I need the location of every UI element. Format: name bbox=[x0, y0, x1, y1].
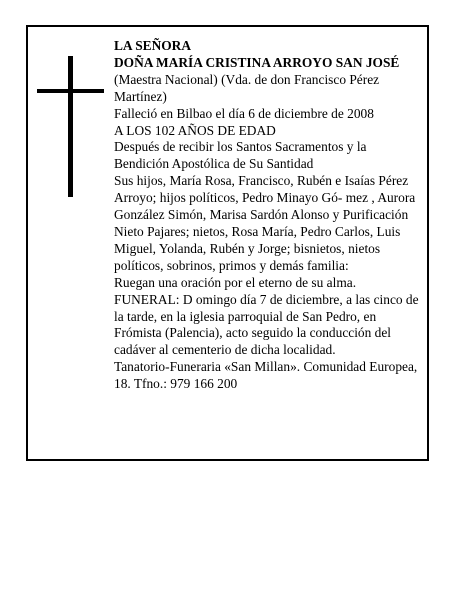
family-list: Sus hijos, María Rosa, Francisco, Rubén e Isaías Pérez Arroyo; hijos políticos, Pedro Minayo Gó- mez , Aurora González Simón, Marisa Sardón Alonso y Purificación Nieto Pajares; nietos, Rosa María, Pedro Carlos, Luis Miguel, Yolanda, Rubén y Jorge; bisnietos, nietos políticos, sobrinos, primos y demás familia: bbox=[114, 173, 416, 273]
funeral-home-info: Tanatorio-Funeraria «San Millan». Comunidad Europea, 18. Tfno.: 979 166 200 bbox=[114, 359, 418, 392]
deceased-name: DOÑA MARÍA CRISTINA ARROYO SAN JOSÉ bbox=[114, 54, 400, 70]
age-statement: A LOS 102 AÑOS DE EDAD bbox=[114, 122, 276, 138]
obituary-text bbox=[114, 38, 424, 393]
notice-title: LA SEÑORA bbox=[114, 38, 192, 53]
prayer-request: Ruegan una oración por el eterno de su alma. bbox=[114, 274, 357, 290]
funeral-details: FUNERAL: D omingo día 7 de diciembre, a las cinco de la tarde, en la iglesia parroquial de San Pedro, en Frómista (Palencia), acto seguido la conducción del cadáver al cementerio de dicha localidad. bbox=[114, 291, 419, 358]
cross-vertical-bar bbox=[68, 56, 73, 197]
sacraments-statement: Después de recibir los Santos Sacramentos y la Bendición Apostólica de Su Santidad bbox=[114, 139, 367, 172]
obituary-frame bbox=[26, 25, 429, 461]
cross-horizontal-bar bbox=[37, 89, 104, 93]
profession-note: (Maestra Nacional) (Vda. de don Francisco Pérez Martínez) bbox=[114, 71, 380, 104]
death-statement: Falleció en Bilbao el día 6 de diciembre de 2008 bbox=[114, 105, 374, 121]
